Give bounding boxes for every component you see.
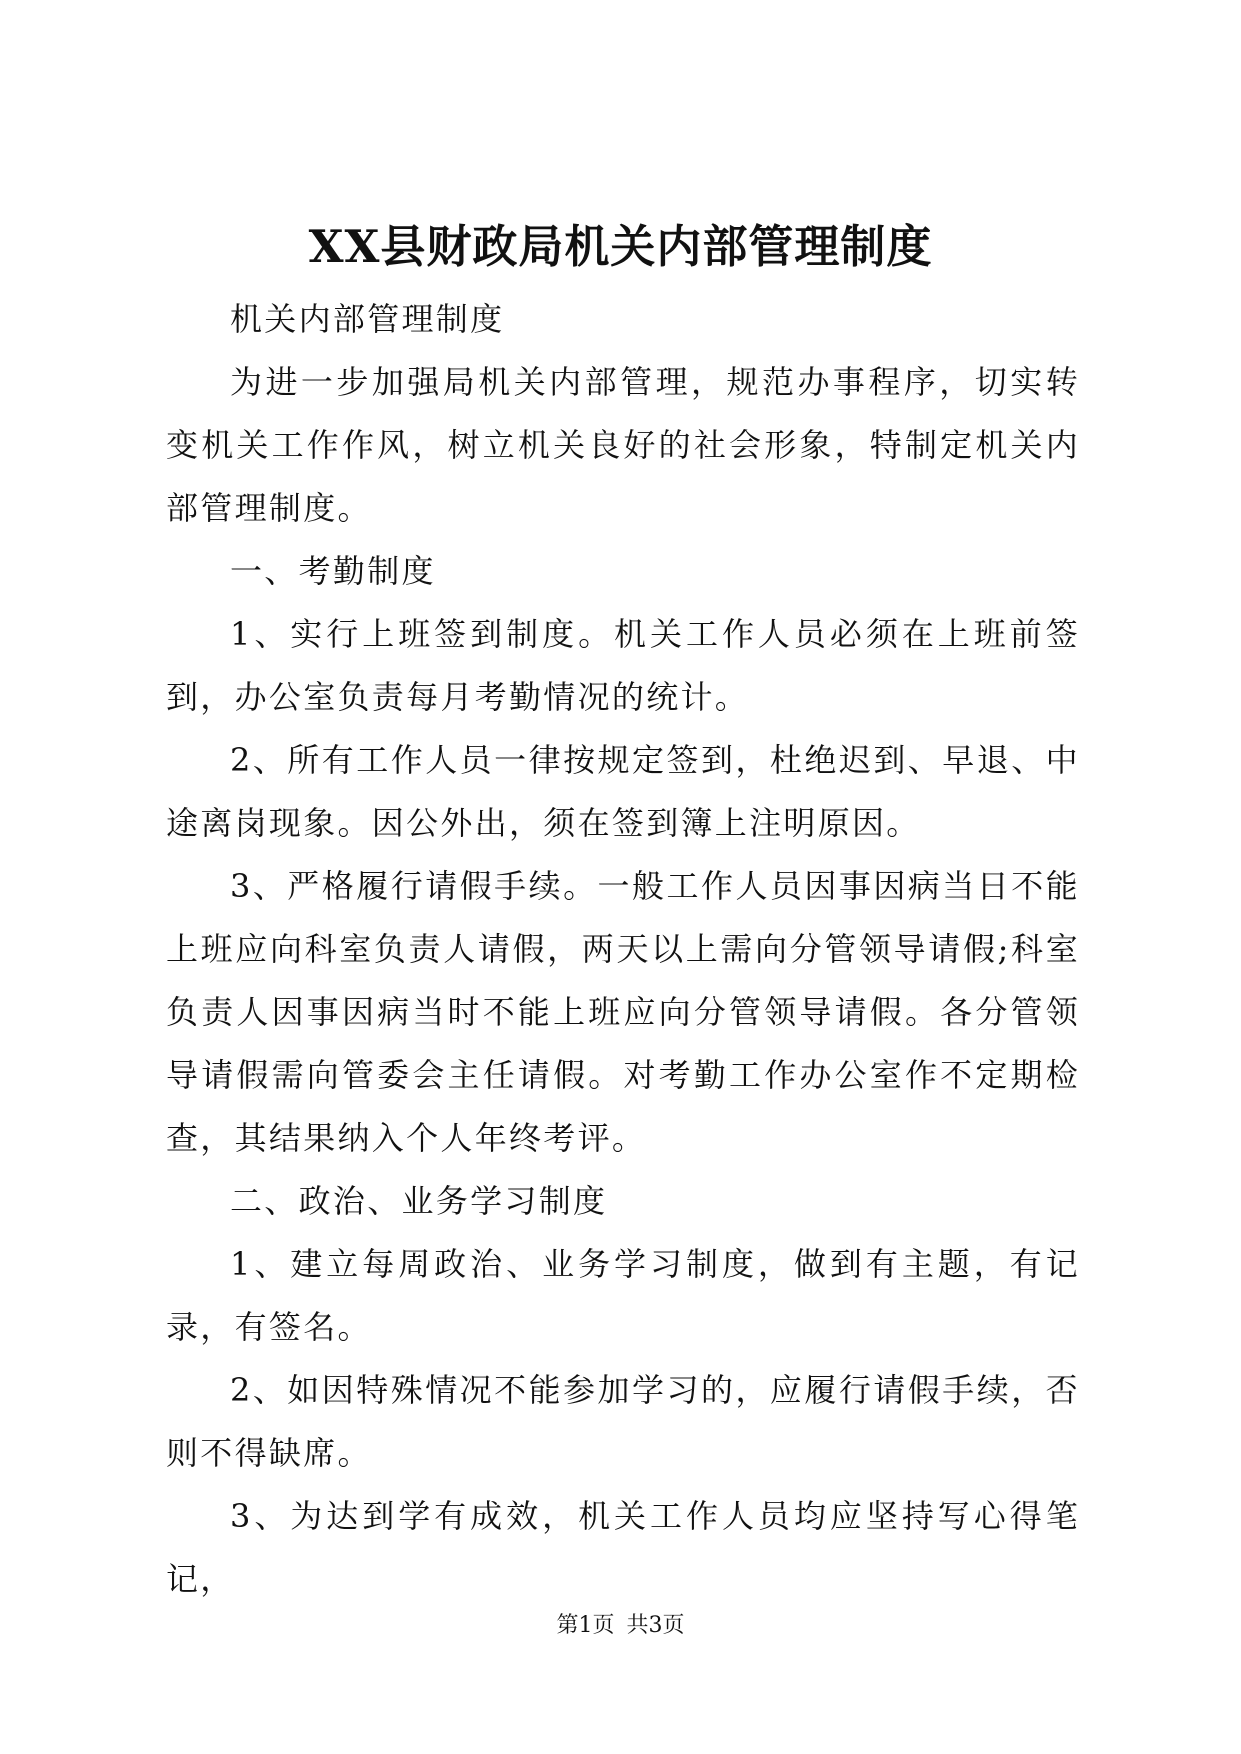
attendance-item-3: 3、严格履行请假手续。一般工作人员因事因病当日不能上班应向科室负责人请假，两天以上需向分管领导请假;科室负责人因事因病当时不能上班应向分管领导请假。各分管领导请假需向管委会主任请假。对考勤工作办公室作不定期检查，其结果纳入个人年终考评。 xyxy=(166,867,1080,1157)
section-heading-study: 二、政治、业务学习制度 xyxy=(230,1182,608,1220)
page-number-total: 共3页 xyxy=(626,1613,685,1638)
intro-paragraph: 为进一步加强局机关内部管理，规范办事程序，切实转变机关工作作风，树立机关良好的社会形象，特制定机关内部管理制度。 xyxy=(166,363,1080,527)
study-item-1: 1、建立每周政治、业务学习制度，做到有主题，有记录，有签名。 xyxy=(166,1245,1080,1346)
section-heading-attendance: 一、考勤制度 xyxy=(230,552,436,590)
page-number-current: 第1页 xyxy=(556,1613,615,1638)
document-body xyxy=(166,288,1080,1611)
document-title: XX县财政局机关内部管理制度 xyxy=(308,220,933,273)
attendance-item-2: 2、所有工作人员一律按规定签到，杜绝迟到、早退、中途离岗现象。因公外出，须在签到簿上注明原因。 xyxy=(166,741,1080,842)
attendance-item-1: 1、实行上班签到制度。机关工作人员必须在上班前签到，办公室负责每月考勤情况的统计。 xyxy=(166,615,1080,716)
study-item-3: 3、为达到学有成效，机关工作人员均应坚持写心得笔记， xyxy=(166,1497,1080,1598)
subtitle-paragraph: 机关内部管理制度 xyxy=(230,300,505,338)
page-footer xyxy=(0,1611,1241,1641)
study-item-2: 2、如因特殊情况不能参加学习的，应履行请假手续，否则不得缺席。 xyxy=(166,1371,1080,1472)
